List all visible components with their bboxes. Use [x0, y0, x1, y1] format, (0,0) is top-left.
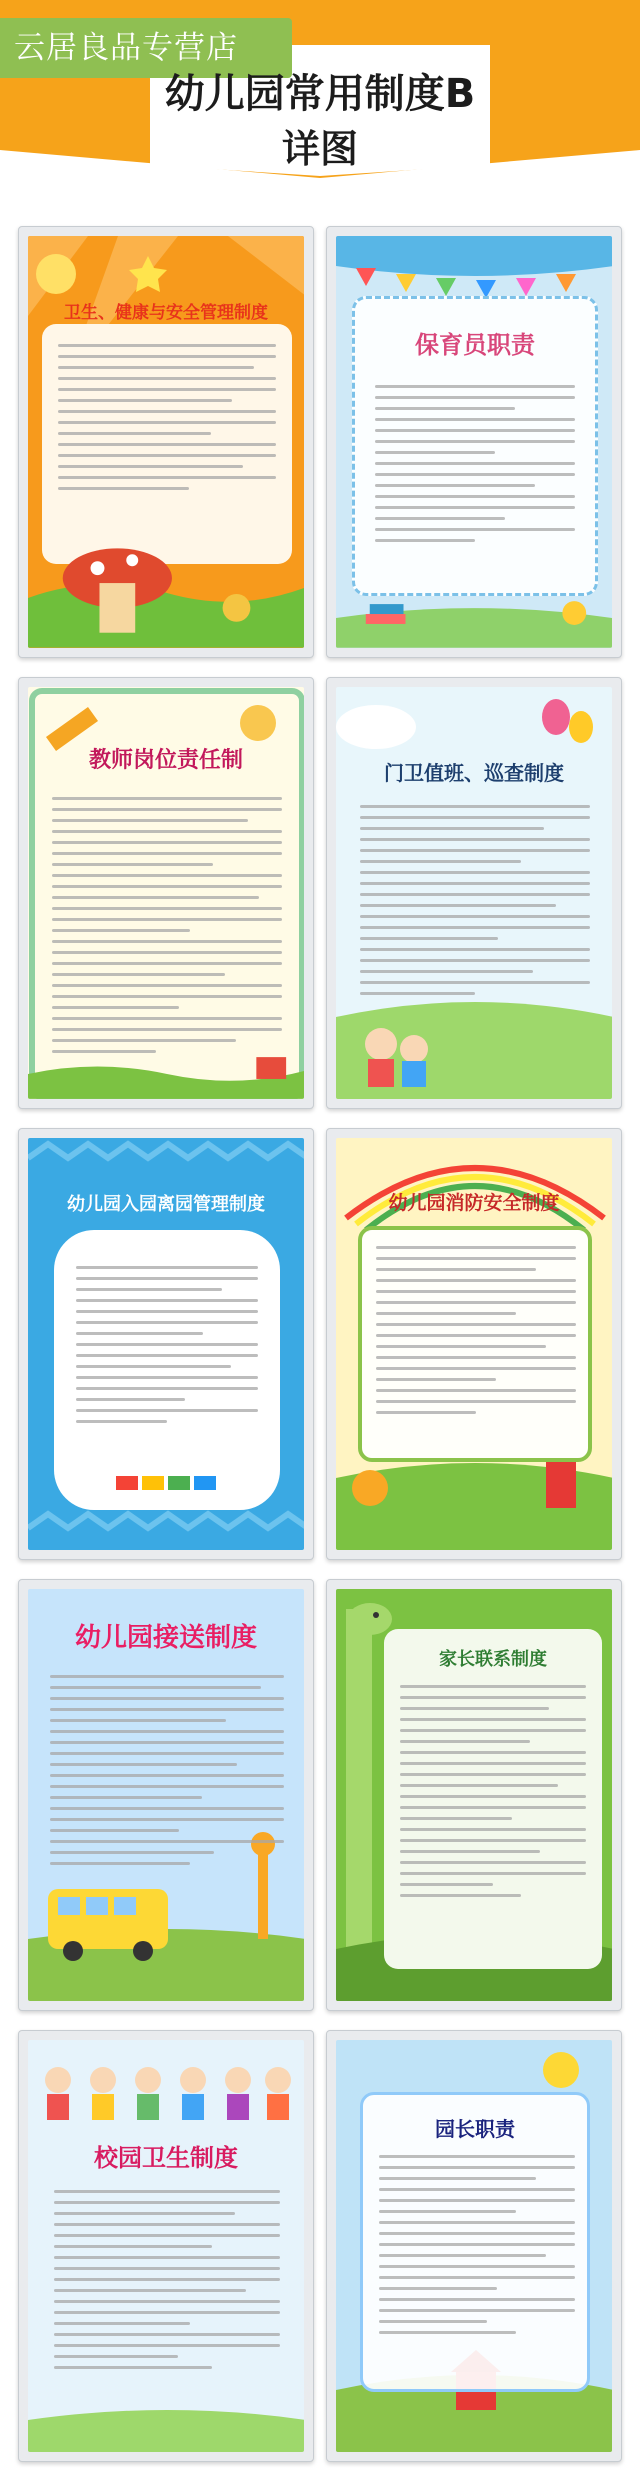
poster-text-panel [358, 1226, 592, 1462]
poster-title: 校园卫生制度 [94, 2144, 238, 2172]
poster-text-panel [360, 2092, 590, 2392]
poster-frame[interactable] [18, 2030, 314, 2462]
poster-title: 幼儿园入园离园管理制度 [67, 1194, 265, 1215]
poster-title: 教师岗位责任制 [88, 748, 243, 773]
page-header [0, 0, 640, 178]
poster-text-panel [42, 324, 292, 564]
poster-title: 家长联系制度 [439, 1649, 547, 1670]
poster-frame[interactable] [18, 1128, 314, 1560]
poster-principal-duties [336, 2040, 612, 2452]
poster-frame[interactable] [18, 677, 314, 1109]
poster-fire-safety [336, 1138, 612, 1550]
poster-frame[interactable] [326, 1579, 622, 2011]
poster-title: 卫生、健康与安全管理制度 [64, 303, 268, 323]
children-decoration [356, 1019, 436, 1089]
poster-text-panel [384, 1629, 602, 1969]
poster-text-panel [54, 1230, 280, 1510]
poster-title: 保育员职责 [415, 331, 535, 359]
poster-health-safety [28, 236, 304, 648]
poster-caregiver-duties [336, 236, 612, 648]
books-decoration [336, 588, 612, 648]
poster-teacher-responsibility [28, 687, 304, 1099]
poster-frame[interactable] [326, 226, 622, 658]
poster-campus-hygiene [28, 2040, 304, 2452]
poster-frame[interactable] [18, 226, 314, 658]
page-title: 幼儿园常用制度B [164, 71, 476, 117]
page-subtitle: 详图 [281, 127, 358, 171]
poster-text-panel [352, 296, 598, 596]
poster-title: 幼儿园消防安全制度 [388, 1192, 560, 1214]
poster-guard-duty [336, 687, 612, 1099]
poster-frame[interactable] [18, 1579, 314, 2011]
poster-arrival-departure [28, 1138, 304, 1550]
poster-title: 幼儿园接送制度 [74, 1623, 257, 1653]
poster-frame[interactable] [326, 2030, 622, 2462]
store-label: 云居良品专营店 [0, 18, 292, 78]
poster-frame[interactable] [326, 1128, 622, 1560]
poster-pickup-dropoff [28, 1589, 304, 2001]
mushroom-house-decoration [28, 538, 304, 648]
poster-title: 园长职责 [435, 2117, 515, 2141]
grass-decoration [28, 1049, 304, 1099]
train-decoration [114, 1470, 220, 1496]
poster-frame[interactable] [326, 677, 622, 1109]
poster-parent-contact [336, 1589, 612, 2001]
poster-title: 门卫值班、巡查制度 [384, 761, 564, 785]
